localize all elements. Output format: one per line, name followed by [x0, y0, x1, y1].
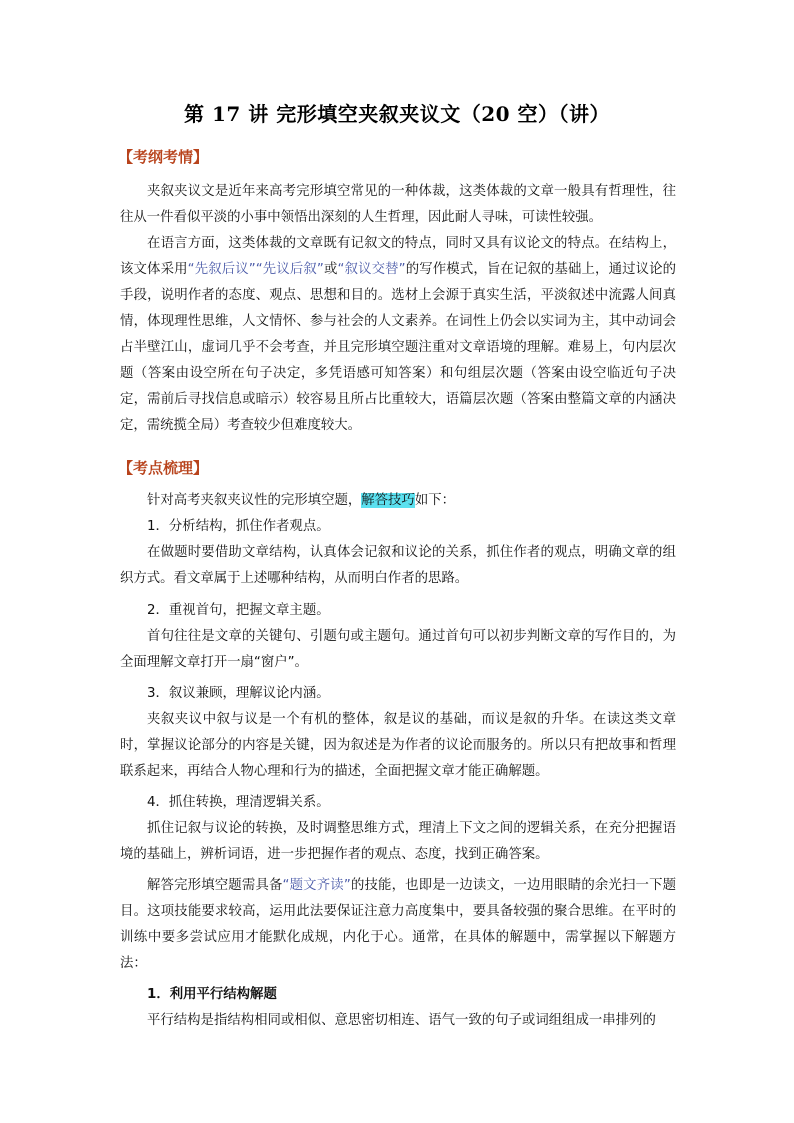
paragraph-parallel-structure: 平行结构是指结构相同或相似、意思密切相连、语气一致的句子或词组组成一串排列的	[147, 1013, 656, 1028]
paragraph-reading-skill: 解答完形填空题需具备“题文齐读”的技能，也即是一边读文，一边用眼睛的余光扫一下题目。这项技能要求较高，运用此法要保证注意力高度集中，要具备较强的聚合思维。在平时的训练中要多尝试应用才能默化成规，内化于心。通常，在具体的解题中，需掌握以下解题方法：	[120, 878, 677, 971]
paragraph-first-sentence: 首句往往是文章的关键句、引题句或主题句。通过首句可以初步判断文章的写作目的，为全面理解文章打开一扇“窗户”。	[120, 629, 676, 670]
list-item-1: 1．分析结构，抓住作者观点。	[147, 519, 330, 534]
highlighted-text: 解答技巧	[361, 493, 415, 508]
quote-read-together: “题文齐读”	[282, 878, 351, 893]
quote-alternating: “叙议交替”	[337, 262, 406, 277]
paragraph-intro: 夹叙夹议文是近年来高考完形填空常见的一种体裁，这类体裁的文章一般具有哲理性，往往从一件看似平淡的小事中领悟出深刻的人生哲理，因此耐人寻味，可读性较强。	[120, 184, 676, 225]
page-title: 第 17 讲 完形填空夹叙夹议文（20 空）（讲）	[183, 102, 610, 126]
method-heading-parallel-structure: 1．利用平行结构解题	[147, 987, 277, 1002]
quote-argue-then-narrate: “先议后叙”	[255, 262, 324, 277]
paragraph-narration-argument: 夹叙夹议中叙与议是一个有机的整体，叙是议的基础，而议是叙的升华。在读这类文章时，掌握议论部分的内容是关键，因为叙述是为作者的议论而服务的。所以只有把故事和哲理联系起来，再结合人物心理和行为的描述，全面把握文章才能正确解题。	[120, 712, 676, 779]
paragraph-structure: 在做题时要借助文章结构，认真体会记叙和议论的关系，抓住作者的观点，明确文章的组织方式。看文章属于上述哪种结构，从而明白作者的思路。	[120, 545, 676, 586]
paragraph-transitions: 抓住记叙与议论的转换，及时调整思维方式，理清上下文之间的逻辑关系，在充分把握语境的基础上，辨析词语，进一步把握作者的观点、态度，找到正确答案。	[120, 821, 676, 862]
quote-narrate-then-argue: “先叙后议”	[187, 262, 256, 277]
paragraph-language-structure: 在语言方面，这类体裁的文章既有记叙文的特点，同时又具有议论文的特点。在结构上，该文体采用“先叙后议”“先议后叙”或“叙议交替”的写作模式，旨在记叙的基础上，通过议论的手段，说明作者的态度、观点、思想和目的。选材上会源于真实生活，平淡叙述中流露人间真情，体现理性思维，人文情怀、参与社会的人文素养。在词性上仍会以实词为主，其中动词会占半壁江山，虚词几乎不会考查，并且完形填空题注重对文章语境的理解。难易上，句内层次题（答案由设空所在句子决定，多凭语感可知答案）和句组层次题（答案由设空临近句子决定，需前后寻找信息或暗示）较容易且所占比重较大，语篇层次题（答案由整篇文章的内涵决定，需统揽全局）考查较少但难度较大。	[120, 236, 677, 433]
section-heading-exam-outline: 【考纲考情】	[118, 148, 209, 166]
list-item-2: 2．重视首句，把握文章主题。	[147, 603, 330, 618]
list-item-4: 4．抓住转换，理清逻辑关系。	[147, 795, 330, 810]
list-item-3: 3．叙议兼顾，理解议论内涵。	[147, 686, 330, 701]
section-heading-key-points: 【考点梳理】	[118, 459, 209, 477]
paragraph-techniques-intro: 针对高考夹叙夹议性的完形填空题，解答技巧如下：	[147, 493, 455, 508]
